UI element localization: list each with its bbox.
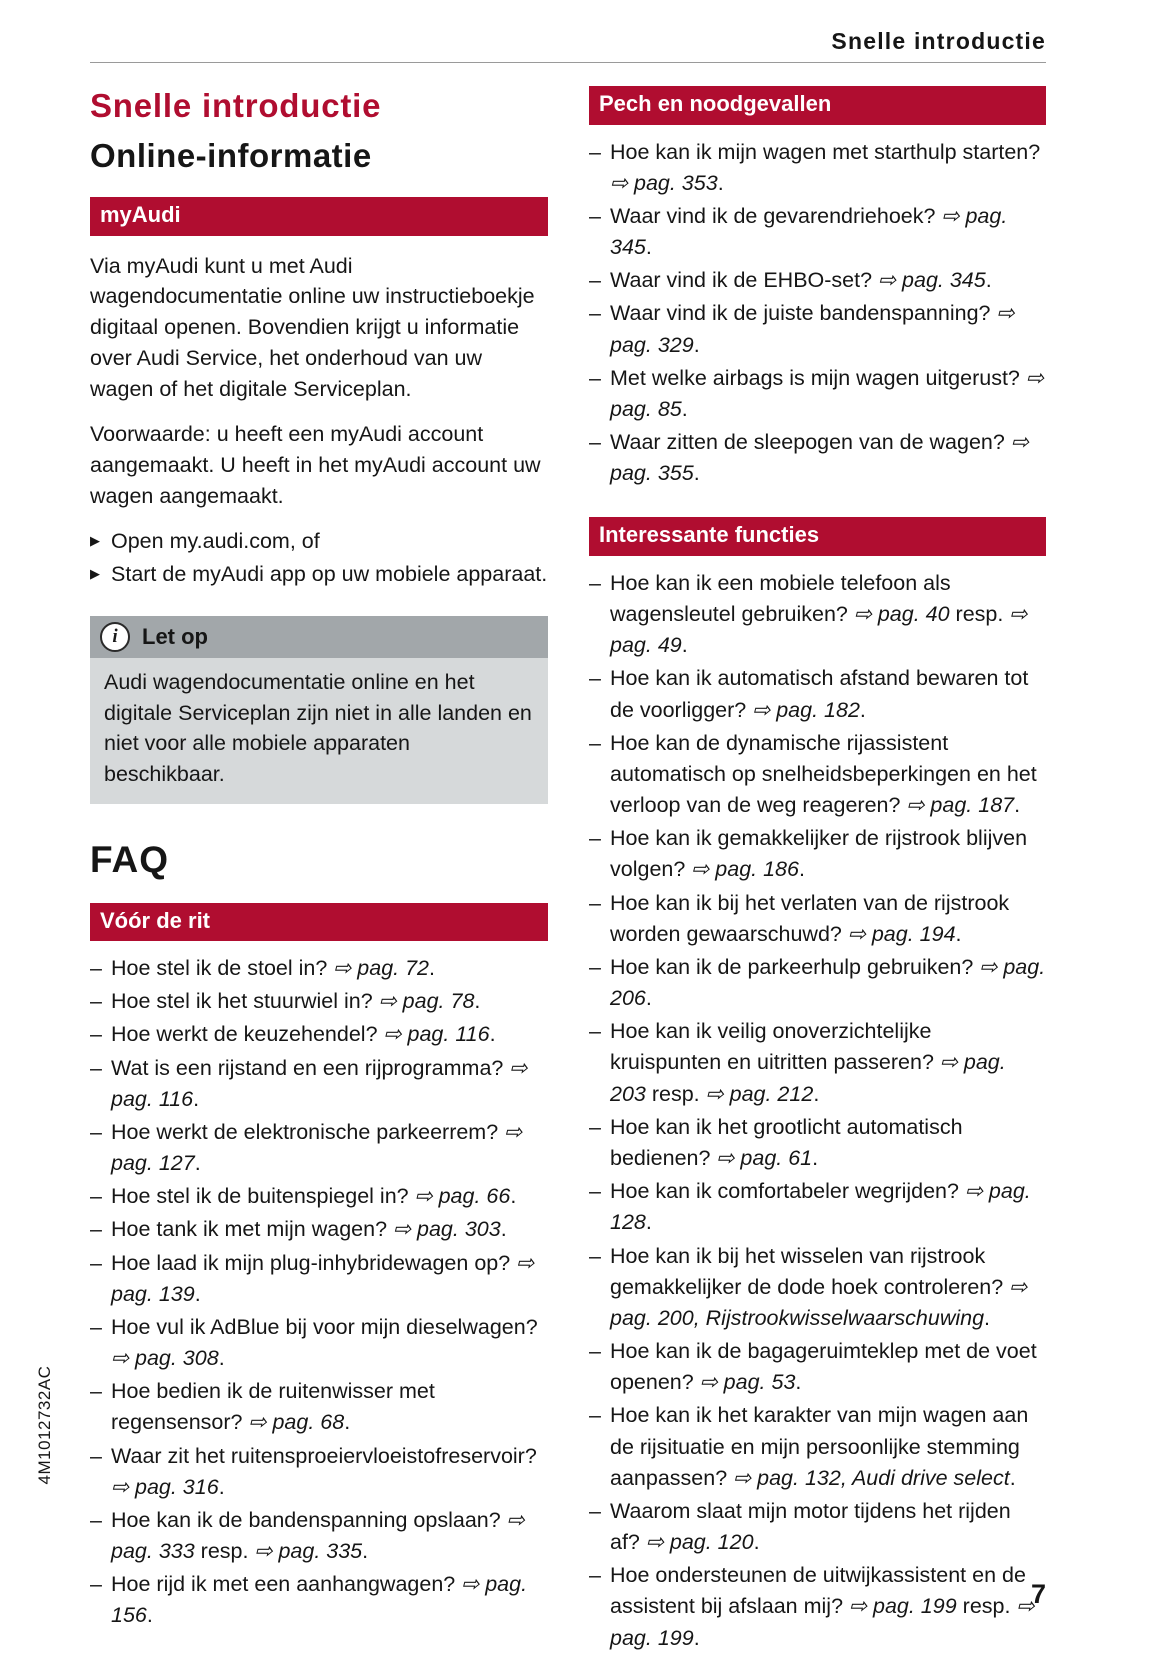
dash-marker: – <box>90 1250 102 1275</box>
left-column <box>90 86 548 1653</box>
dash-marker: – <box>589 666 601 691</box>
faq-list-functions <box>589 568 1046 1653</box>
page-reference: ⇨ pag. 194 <box>847 921 956 946</box>
list-item-text: Hoe kan ik het grootlicht automatisch bedienen? ⇨ pag. 61. <box>610 1114 963 1170</box>
list-item-text: Waar vind ik de EHBO-set? ⇨ pag. 345. <box>610 268 992 293</box>
page-reference: ⇨ pag. 199 <box>849 1594 957 1619</box>
note-title: Let op <box>142 623 208 649</box>
myaudi-paragraph-1: Via myAudi kunt u met Audi wagendocumentatie online uw instructieboekje digitaal openen. Bovendien krijgt u informatie over Audi Service, het onderhoud van uw wagen of het digitale Serviceplan. <box>90 253 535 401</box>
list-item-text: Hoe tank ik met mijn wagen? ⇨ pag. 303. <box>111 1217 507 1242</box>
dash-marker: – <box>589 365 601 390</box>
faq-list-emergency <box>589 137 1046 490</box>
page-reference: ⇨ pag. 303 <box>393 1217 501 1242</box>
list-item-text: Hoe kan ik de bandenspanning opslaan? ⇨ pag. 333 resp. ⇨ pag. 335. <box>111 1507 525 1564</box>
list-item <box>589 1336 1046 1398</box>
page-reference: ⇨ pag. 335 <box>254 1539 363 1564</box>
dash-marker: – <box>589 1243 601 1268</box>
page-reference: ⇨ pag. 182 <box>752 697 860 722</box>
section-banner-before-ride: Vóór de rit <box>90 903 548 942</box>
page-reference: ⇨ pag. 206 <box>610 954 1046 1011</box>
page-reference: ⇨ pag. 66 <box>414 1184 511 1209</box>
list-item-text: Open my.audi.com, of <box>111 528 320 553</box>
page-reference: ⇨ pag. 53 <box>699 1370 796 1395</box>
dash-marker: – <box>90 1572 102 1597</box>
right-column <box>589 86 1046 1653</box>
list-item <box>589 1176 1046 1238</box>
page-reference: ⇨ pag. 68 <box>248 1410 345 1435</box>
list-item <box>90 953 548 984</box>
page-reference: ⇨ pag. 127 <box>111 1119 523 1176</box>
page-reference: ⇨ pag. 345 <box>878 268 986 293</box>
page-reference: ⇨ pag. 116 <box>383 1022 490 1047</box>
info-circle-icon: i <box>100 622 130 652</box>
dash-marker: – <box>90 1022 102 1047</box>
list-item <box>90 1248 548 1310</box>
dash-marker: – <box>589 301 601 326</box>
list-item <box>589 363 1046 425</box>
list-item <box>589 298 1046 360</box>
page-reference: ⇨ pag. 116 <box>111 1055 528 1111</box>
dash-marker: – <box>90 1379 102 1404</box>
list-item-text: Met welke airbags is mijn wagen uitgerust? ⇨ pag. 85. <box>610 365 1044 421</box>
doc-code: 4M1012732AC <box>35 1365 54 1485</box>
list-item-text: Waar vind ik de juiste bandenspanning? ⇨ pag. 329. <box>610 301 1015 357</box>
page-reference: ⇨ pag. 355 <box>610 430 1029 486</box>
page-reference: ⇨ pag. 200, Rijstrookwisselwaarschuwing <box>610 1274 1028 1330</box>
page-reference: ⇨ pag. 120 <box>645 1530 754 1555</box>
list-item-text: Hoe kan ik de parkeerhulp gebruiken? ⇨ pag. 206. <box>610 954 1046 1011</box>
list-item-text: Hoe rijd ik met een aanhangwagen? ⇨ pag. 156. <box>111 1572 528 1628</box>
page-reference: ⇨ pag. 187 <box>906 793 1015 818</box>
list-item <box>589 1241 1046 1335</box>
dash-marker: – <box>589 1563 601 1588</box>
page-reference: ⇨ pag. 203 <box>610 1050 1006 1106</box>
list-item-text: Hoe laad ik mijn plug-inhybridewagen op? ⇨ pag. 139. <box>111 1250 535 1306</box>
list-item-text: Hoe kan ik bij het verlaten van de rijstrook worden gewaarschuwd? ⇨ pag. 194. <box>610 890 1010 946</box>
list-item <box>90 1312 548 1374</box>
faq-title: FAQ <box>90 838 170 880</box>
list-item-text: Hoe stel ik de buitenspiegel in? ⇨ pag. 66. <box>111 1184 517 1209</box>
page-reference: ⇨ pag. 308 <box>111 1346 219 1371</box>
page-reference: ⇨ pag. 199 <box>610 1594 1035 1650</box>
dash-marker: – <box>90 1443 102 1468</box>
list-item <box>589 952 1046 1014</box>
list-item-text: Hoe kan ik bij het wisselen van rijstrook gemakkelijker de dode hoek controleren? ⇨ pag. 200, Rijstrookwisselwaarschuwing. <box>610 1243 1028 1330</box>
list-item <box>589 568 1046 662</box>
list-item <box>589 1112 1046 1174</box>
list-item-text: Hoe vul ik AdBlue bij voor mijn dieselwagen? ⇨ pag. 308. <box>111 1314 538 1371</box>
page-reference: ⇨ pag. 78 <box>378 989 475 1014</box>
list-item-text: Hoe kan ik gemakkelijker de rijstrook blijven volgen? ⇨ pag. 186. <box>610 826 1028 882</box>
dash-marker: – <box>589 1498 601 1523</box>
list-item-text: Waar zitten de sleepogen van de wagen? ⇨ pag. 355. <box>610 430 1029 486</box>
list-item-text: Hoe werkt de keuzehendel? ⇨ pag. 116. <box>111 1022 496 1047</box>
list-item <box>589 427 1046 489</box>
dash-marker: – <box>589 139 601 164</box>
list-item-text: Hoe bedien ik de ruitenwisser met regensensor? ⇨ pag. 68. <box>111 1379 435 1435</box>
page-reference: ⇨ pag. 139 <box>111 1250 535 1306</box>
list-item-text: Waar vind ik de gevarendriehoek? ⇨ pag. 345. <box>610 203 1008 260</box>
triangle-bullet-icon: ▶ <box>90 565 100 581</box>
list-item <box>90 1019 548 1050</box>
list-item <box>90 559 548 590</box>
dash-marker: – <box>589 570 601 595</box>
dash-marker: – <box>90 989 102 1014</box>
dash-marker: – <box>90 1055 102 1080</box>
list-item <box>90 1181 548 1212</box>
dash-marker: – <box>589 1403 601 1428</box>
page-reference: ⇨ pag. 128 <box>610 1179 1031 1235</box>
dash-marker: – <box>90 1119 102 1144</box>
running-header-title: Snelle introductie <box>831 28 1046 54</box>
page-reference: ⇨ pag. 333 <box>111 1507 525 1564</box>
list-item <box>90 526 548 557</box>
list-item <box>90 1505 548 1567</box>
page-reference: ⇨ pag. 212 <box>705 1081 814 1106</box>
list-item <box>90 1569 548 1631</box>
dash-marker: – <box>90 1314 102 1339</box>
dash-marker: – <box>589 954 601 979</box>
section-banner-emergency: Pech en noodgevallen <box>589 86 1046 125</box>
list-item-text: Waarom slaat mijn motor tijdens het rijden af? ⇨ pag. 120. <box>610 1498 1011 1555</box>
dash-marker: – <box>589 1019 601 1044</box>
running-header <box>831 28 1046 55</box>
myaudi-paragraph-2: Voorwaarde: u heeft een myAudi account aangemaakt. U heeft in het myAudi account uw wagen aangemaakt. <box>90 422 541 508</box>
dash-marker: – <box>589 826 601 851</box>
page-number: 7 <box>1030 1579 1046 1609</box>
list-item <box>589 888 1046 950</box>
page-reference: ⇨ pag. 61 <box>716 1145 813 1170</box>
chapter-title: Snelle introductie <box>90 87 382 124</box>
section-title-online-informatie: Online-informatie <box>90 136 372 174</box>
dash-marker: – <box>90 1184 102 1209</box>
list-item <box>90 1214 548 1245</box>
page-reference: ⇨ pag. 49 <box>610 602 1028 658</box>
page-reference: ⇨ pag. 316 <box>111 1474 219 1499</box>
dash-marker: – <box>589 1339 601 1364</box>
list-item-text: Hoe kan ik automatisch afstand bewaren tot de voorligger? ⇨ pag. 182. <box>610 666 1029 722</box>
note-box <box>90 616 548 804</box>
page-reference: ⇨ pag. 156 <box>111 1572 528 1628</box>
list-item-text: Hoe kan ik de bagageruimteklep met de voet openen? ⇨ pag. 53. <box>610 1339 1037 1395</box>
list-item <box>90 1117 548 1179</box>
myaudi-bullet-list <box>90 526 548 590</box>
list-item <box>589 265 1046 296</box>
section-banner-myaudi: myAudi <box>90 197 548 236</box>
dash-marker: – <box>589 1114 601 1139</box>
list-item <box>589 1496 1046 1558</box>
content-columns <box>90 86 1046 1653</box>
page-reference: ⇨ pag. 40 <box>853 602 950 627</box>
list-item-text: Hoe kan ik mijn wagen met starthulp starten? ⇨ pag. 353. <box>610 139 1041 195</box>
section-banner-functions: Interessante functies <box>589 517 1046 556</box>
list-item-text: Hoe kan ik comfortabeler wegrijden? ⇨ pag. 128. <box>610 1179 1031 1235</box>
dash-marker: – <box>589 268 601 293</box>
list-item <box>589 201 1046 263</box>
list-item-text: Hoe ondersteunen de uitwijkassistent en de assistent bij afslaan mij? ⇨ pag. 199 resp. ⇨ pag. 199. <box>610 1563 1035 1650</box>
list-item-text: Waar zit het ruitensproeiervloeistofreservoir? ⇨ pag. 316. <box>111 1443 537 1499</box>
list-item <box>589 1016 1046 1110</box>
list-item <box>589 823 1046 885</box>
list-item-text: Hoe kan ik het karakter van mijn wagen aan de rijsituatie en mijn persoonlijke stemming aanpassen? ⇨ pag. 132, Audi drive select. <box>610 1403 1029 1490</box>
dash-marker: – <box>589 890 601 915</box>
list-item-text: Hoe stel ik de stoel in? ⇨ pag. 72. <box>111 956 436 981</box>
dash-marker: – <box>589 203 601 228</box>
dash-marker: – <box>589 430 601 455</box>
page-reference: ⇨ pag. 353 <box>610 170 718 195</box>
list-item-text: Hoe stel ik het stuurwiel in? ⇨ pag. 78. <box>111 989 481 1014</box>
page-reference: ⇨ pag. 85 <box>610 365 1044 421</box>
list-item <box>589 137 1046 199</box>
dash-marker: – <box>90 1217 102 1242</box>
list-item-text: Hoe werkt de elektronische parkeerrem? ⇨ pag. 127. <box>111 1119 523 1176</box>
faq-list-before-ride <box>90 953 548 1632</box>
page-reference: ⇨ pag. 72 <box>333 956 430 981</box>
list-item <box>589 663 1046 725</box>
page-reference: ⇨ pag. 186 <box>691 857 799 882</box>
note-header <box>90 616 548 658</box>
list-item <box>589 1560 1046 1653</box>
list-item <box>90 1441 548 1503</box>
list-item-text: Start de myAudi app op uw mobiele apparaat. <box>111 561 548 586</box>
list-item <box>90 1053 548 1115</box>
list-item <box>589 728 1046 822</box>
list-item <box>589 1400 1046 1494</box>
list-item <box>90 986 548 1017</box>
note-body: Audi wagendocumentatie online en het digitale Serviceplan zijn niet in alle landen en niet voor alle mobiele apparaten beschikbaar. <box>90 658 548 804</box>
dash-marker: – <box>90 956 102 981</box>
page-reference: ⇨ pag. 132, Audi drive select <box>733 1465 1010 1490</box>
header-rule <box>90 62 1046 63</box>
list-item-text: Wat is een rijstand en een rijprogramma? ⇨ pag. 116. <box>111 1055 528 1111</box>
list-item-text: Hoe kan ik een mobiele telefoon als wagensleutel gebruiken? ⇨ pag. 40 resp. ⇨ pag. 49. <box>610 570 1028 658</box>
dash-marker: – <box>90 1507 102 1532</box>
page-reference: ⇨ pag. 329 <box>610 301 1015 357</box>
list-item-text: Hoe kan ik veilig onoverzichtelijke kruispunten en uitritten passeren? ⇨ pag. 203 resp. ⇨ pag. 212. <box>610 1019 1006 1106</box>
triangle-bullet-icon: ▶ <box>90 532 100 548</box>
page-reference: ⇨ pag. 345 <box>610 203 1008 260</box>
dash-marker: – <box>589 1179 601 1204</box>
list-item <box>90 1376 548 1438</box>
dash-marker: – <box>589 730 601 755</box>
list-item-text: Hoe kan de dynamische rijassistent automatisch op snelheidsbeperkingen en het verloop van de weg reageren? ⇨ pag. 187. <box>610 730 1037 818</box>
